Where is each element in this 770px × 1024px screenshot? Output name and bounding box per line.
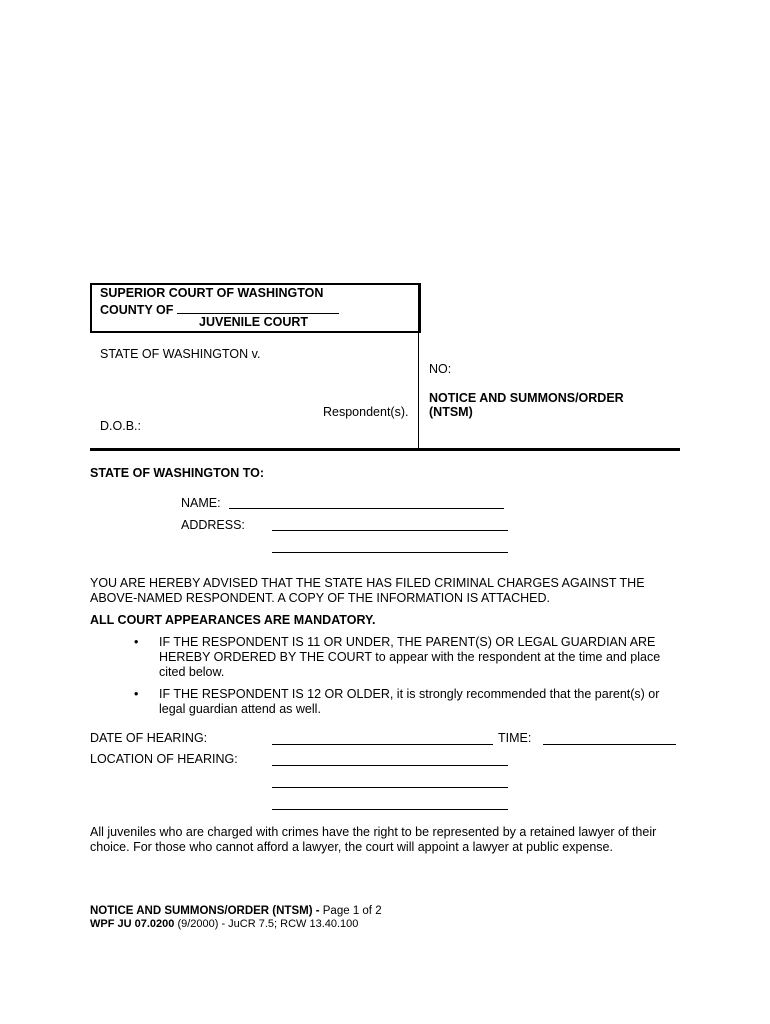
court-name: SUPERIOR COURT OF WASHINGTON [100,286,324,300]
addressee-heading: STATE OF WASHINGTON TO: [90,466,265,480]
time-label: TIME: [498,731,532,745]
address-label: ADDRESS: [181,518,245,532]
dob-label: D.O.B.: [100,419,141,433]
rights-line-2: choice. For those who cannot afford a lawyer, the court will appoint a lawyer at public expense. [90,840,613,854]
caption-divider [418,283,419,450]
county-label: COUNTY OF [100,301,339,317]
case-number-label: NO: [429,362,452,376]
document-title: NOTICE AND SUMMONS/ORDER [429,391,624,405]
mandatory-notice: ALL COURT APPEARANCES ARE MANDATORY. [90,613,376,627]
respondents-label: Respondent(s). [323,405,409,419]
date-of-hearing-label: DATE OF HEARING: [90,731,208,745]
address-field-1[interactable] [272,530,508,531]
advised-line-2: ABOVE-NAMED RESPONDENT. A COPY OF THE INFORMATION IS ATTACHED. [90,591,551,605]
advised-line-1: YOU ARE HEREBY ADVISED THAT THE STATE HAS FILED CRIMINAL CHARGES AGAINST THE [90,576,645,590]
location-field-2[interactable] [272,787,508,788]
county-blank[interactable] [177,301,339,314]
name-field[interactable] [229,508,504,509]
bullet-under-11: IF THE RESPONDENT IS 11 OR UNDER, THE PARENT(S) OR LEGAL GUARDIAN ARE HEREBY ORDERED BY THE COURT to appear with the respondent at the time and place cited below. [159,635,661,679]
location-field-1[interactable] [272,765,508,766]
footer-form-number: WPF JU 07.0200 (9/2000) - JuCR 7.5; RCW 13.40.100 [90,918,359,930]
juvenile-court-label: JUVENILE COURT [199,315,309,329]
time-field[interactable] [543,744,676,745]
location-of-hearing-label: LOCATION OF HEARING: [90,752,238,766]
footer-title: NOTICE AND SUMMONS/ORDER (NTSM) - Page 1 of 2 [90,905,382,917]
address-field-2[interactable] [272,552,508,553]
bullet-12-or-older: IF THE RESPONDENT IS 12 OR OLDER, it is strongly recommended that the parent(s) or legal guardian attend as well. [159,687,660,716]
caption-rule [90,448,680,451]
rights-line-1: All juveniles who are charged with crimes have the right to be represented by a retained lawyer of their [90,825,657,839]
bullet-icon: • [134,635,139,649]
name-label: NAME: [181,496,221,510]
state-v-label: STATE OF WASHINGTON v. [100,347,261,361]
document-title-code: (NTSM) [429,405,473,419]
bullet-icon: • [134,687,139,701]
date-of-hearing-field[interactable] [272,744,493,745]
location-field-3[interactable] [272,809,508,810]
